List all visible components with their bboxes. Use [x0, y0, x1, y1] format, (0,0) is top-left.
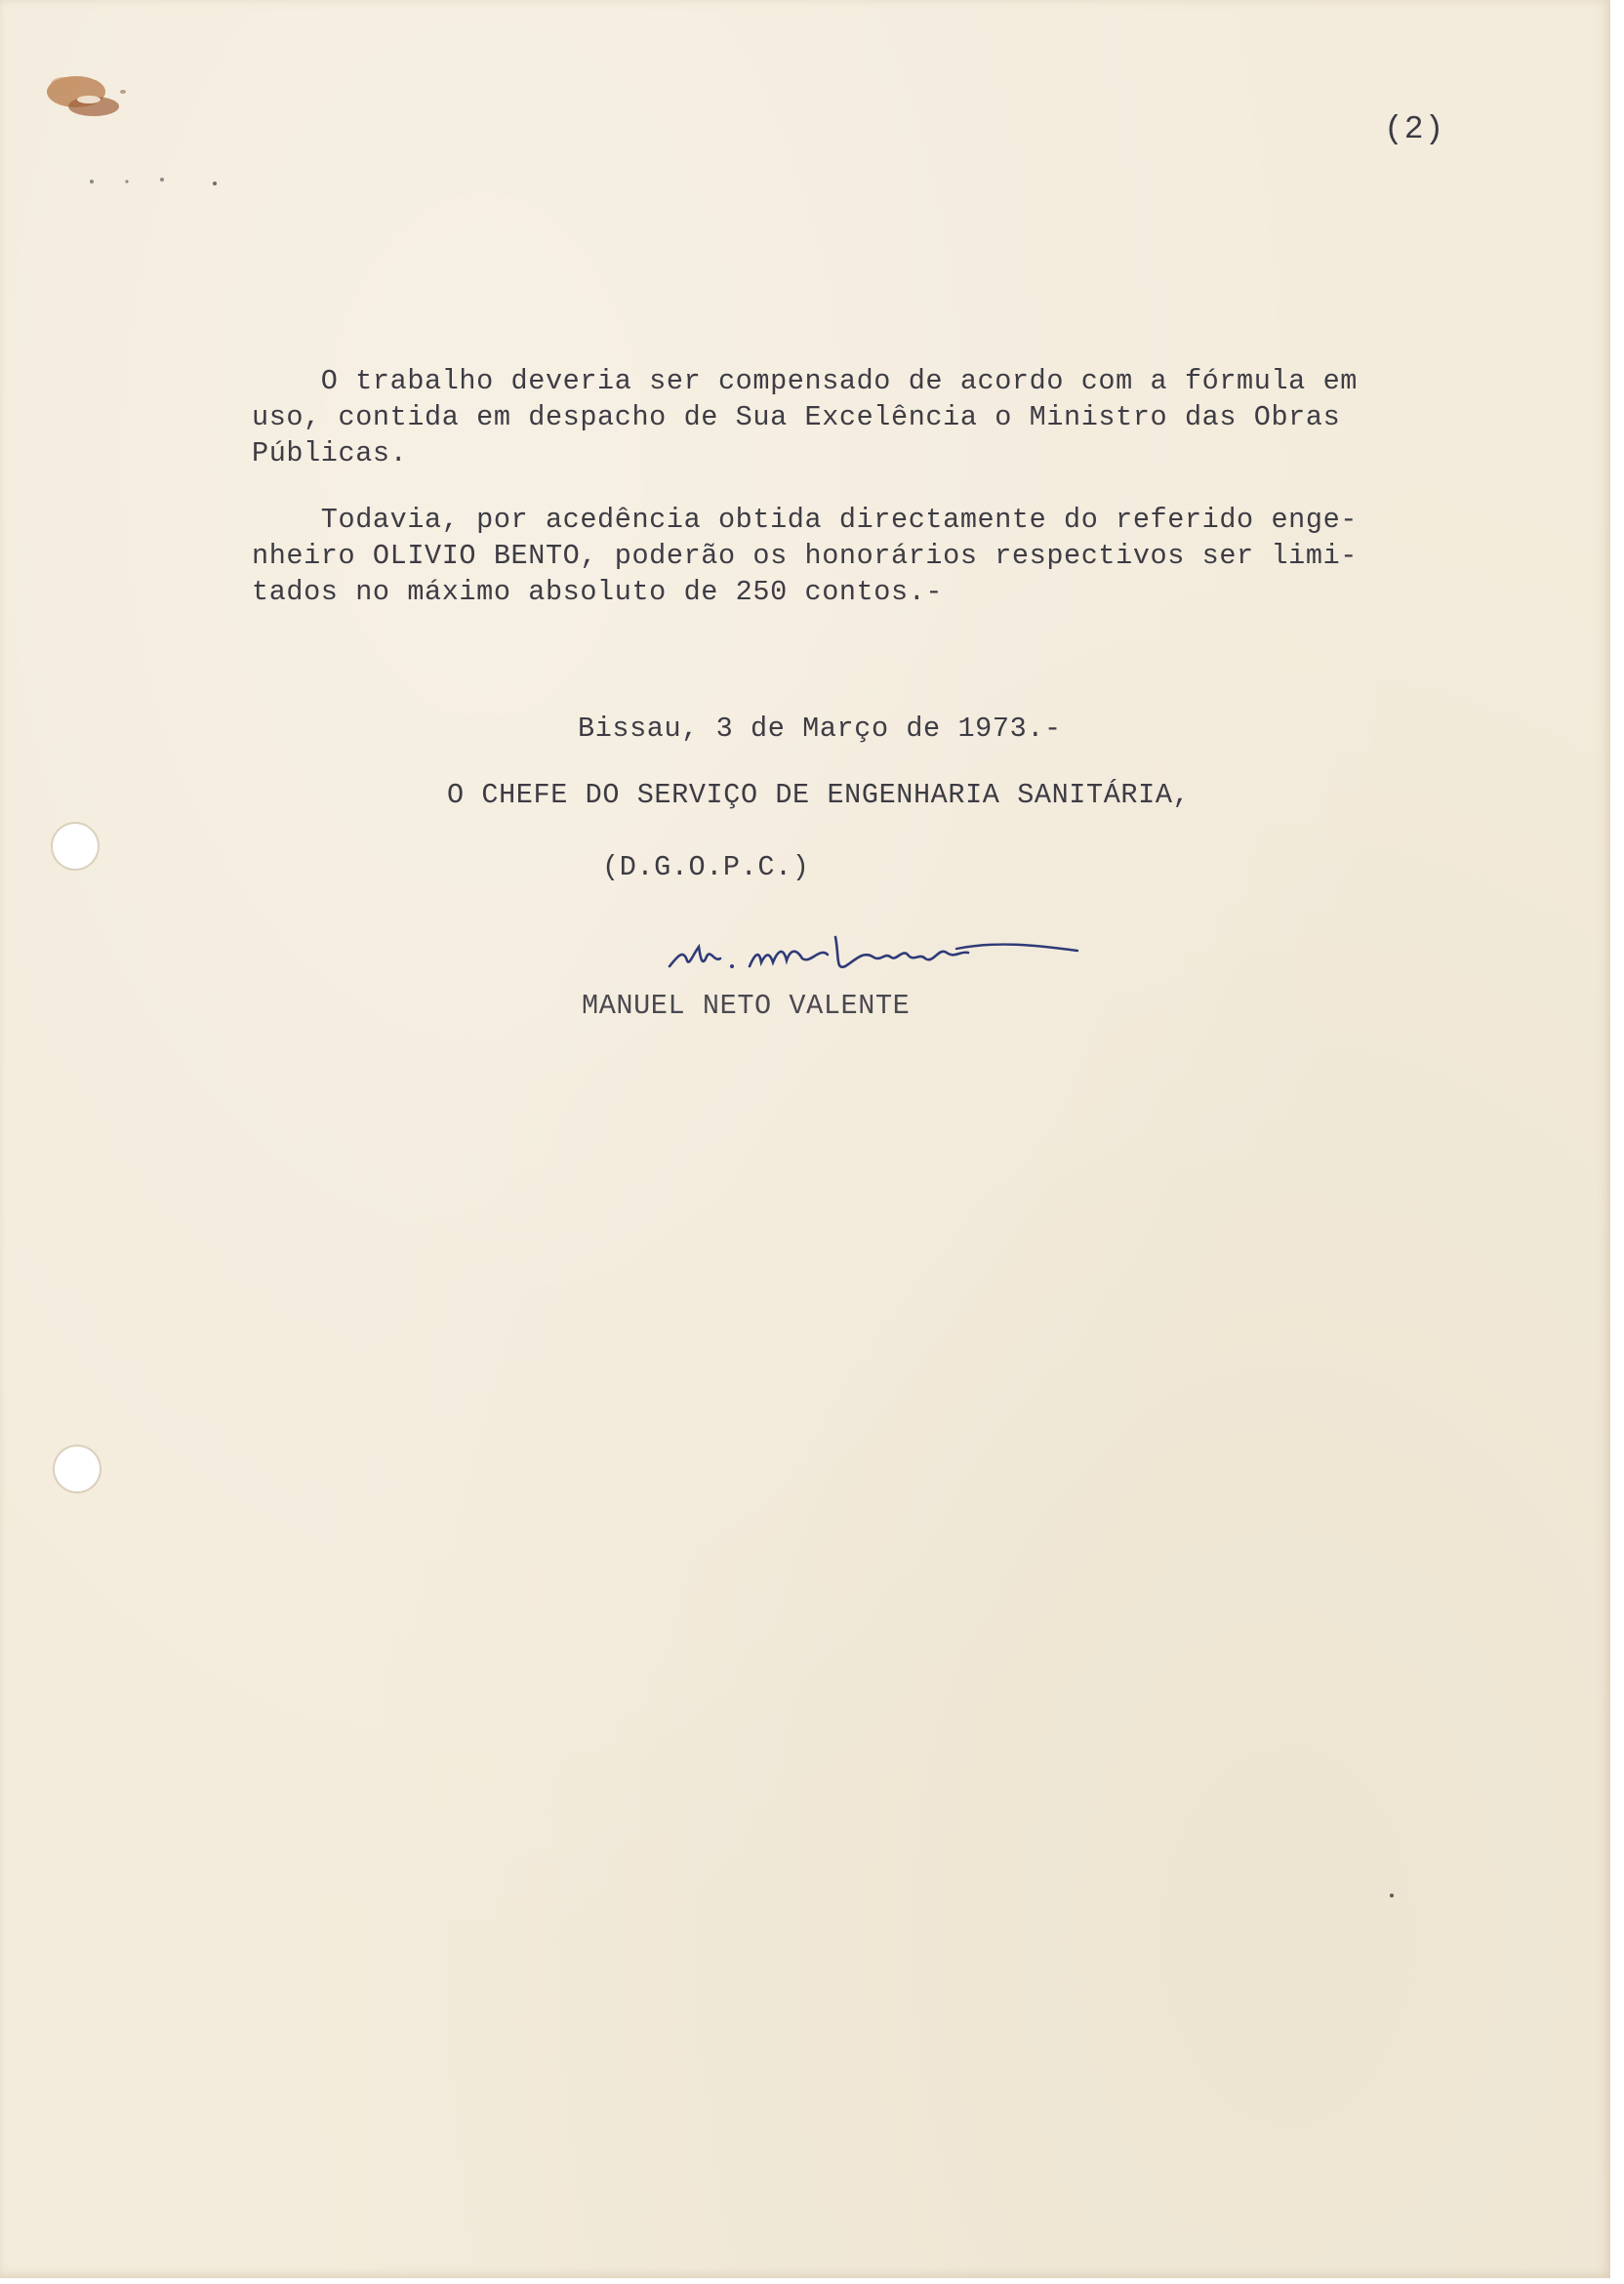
scan-margin-right — [1610, 0, 1624, 2284]
punch-hole — [55, 1447, 100, 1491]
signatory-name: MANUEL NETO VALENTE — [582, 990, 911, 1022]
signatory-title: O CHEFE DO SERVIÇO DE ENGENHARIA SANITÁRIA, — [447, 779, 1191, 811]
date-line: Bissau, 3 de Março de 1973.- — [578, 713, 1062, 745]
ink-dot — [1390, 1894, 1394, 1897]
organization-acronym: (D.G.O.P.C.) — [602, 851, 810, 883]
rust-stain-mark — [35, 62, 142, 131]
paragraph-line: Públicas. — [252, 437, 408, 469]
paragraph-compensation — [252, 363, 1358, 471]
paragraph-line: Todavia, por acedência obtida directamente do referido enge- — [252, 504, 1358, 536]
ink-specks — [84, 174, 230, 189]
paragraph-line: uso, contida em despacho de Sua Excelência o Ministro das Obras — [252, 401, 1341, 433]
paragraph-line: O trabalho deveria ser compensado de acordo com a fórmula em — [252, 365, 1358, 397]
paragraph-line: nheiro OLIVIO BENTO, poderão os honorários respectivos ser limi- — [252, 540, 1358, 572]
page-number: (2) — [1384, 111, 1445, 147]
scan-margin-bottom — [0, 2278, 1624, 2284]
paragraph-line: tados no máximo absoluto de 250 contos.- — [252, 576, 944, 608]
paragraph-fee-limit — [252, 502, 1358, 610]
punch-hole — [53, 824, 98, 869]
handwritten-signature — [664, 927, 1093, 986]
